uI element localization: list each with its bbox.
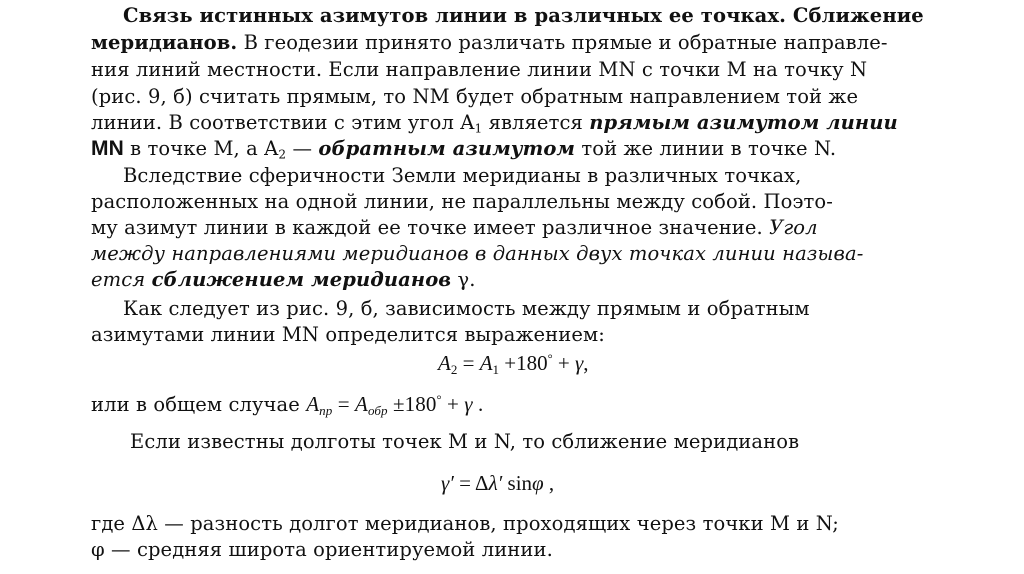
subscript: 1	[474, 121, 483, 136]
formula-direct-reverse-azimuth	[438, 350, 589, 376]
paragraph-text: (рис. 9, б) считать прямым, то NM будет обратным направлением той же	[91, 85, 859, 108]
text-line	[91, 323, 605, 347]
text-line	[91, 512, 839, 536]
paragraph-text: φ — средняя широта ориентируемой линии.	[91, 538, 553, 561]
formula-sub: пр	[319, 402, 333, 418]
formula-var: λ′	[488, 471, 503, 495]
formula-degree: °	[547, 351, 553, 366]
text-line	[123, 4, 924, 28]
paragraph-text: му азимут линии в каждой ее точке имеет различное значение.	[91, 216, 770, 239]
text-line	[91, 111, 898, 135]
paragraph-text: ния линий местности. Если направление линии MN с точки M на точку N	[91, 58, 868, 81]
formula-op: =	[332, 392, 356, 416]
formula-num: ±180	[387, 392, 437, 416]
subscript: 2	[278, 147, 287, 162]
formula-op: = Δ	[453, 471, 489, 495]
formula-func: sin	[502, 471, 533, 495]
formula-var: A	[355, 392, 368, 416]
formula-num: +180	[499, 351, 548, 375]
emphasis-term: прямым азимутом линии	[589, 111, 898, 134]
paragraph-text: линии. В соответствии с этим угол A	[91, 111, 475, 134]
formula-op: =	[457, 351, 480, 375]
formula-degree: °	[436, 392, 442, 407]
formula-sub: 2	[450, 361, 458, 377]
paragraph-text: —	[286, 137, 319, 160]
formula-sub: 1	[492, 361, 500, 377]
emphasis-term: сближением меридианов	[151, 268, 452, 291]
formula-var: A	[306, 392, 320, 416]
formula-var: φ	[532, 471, 544, 495]
text-line	[91, 242, 863, 266]
definition-text: ется	[91, 268, 152, 291]
formula-var: A	[438, 351, 451, 375]
formula-punct: .	[472, 392, 484, 416]
paragraph-text: или в общем случае	[91, 393, 307, 416]
formula-punct: ,	[543, 471, 555, 495]
text-line	[130, 430, 799, 454]
emphasis-term: обратным азимутом	[318, 137, 576, 160]
formula-op: +	[441, 392, 465, 416]
formula-var: γ	[464, 392, 473, 416]
text-line	[91, 391, 483, 417]
formula-general-case	[306, 392, 483, 416]
paragraph-text: азимутами линии MN определится выражением:	[91, 323, 605, 346]
text-line	[91, 85, 858, 109]
text-line	[123, 164, 801, 188]
formula-meridian-convergence	[441, 470, 554, 496]
paragraph-text: расположенных на одной линии, не параллельны между собой. Поэто-	[91, 190, 833, 213]
text-line	[91, 31, 888, 55]
text-line	[91, 58, 867, 82]
formula-punct: ,	[583, 351, 589, 375]
text-line	[123, 297, 810, 321]
formula-var: γ′	[441, 471, 454, 495]
paragraph-text: в точке M, а A	[123, 137, 279, 160]
paragraph-text: Как следует из рис. 9, б, зависимость между прямым и обратным	[123, 297, 810, 320]
definition-text: между направлениями меридианов в данных двух точках линии называ-	[91, 242, 864, 265]
paragraph-text: Вследствие сферичности Земли меридианы в различных точках,	[123, 164, 802, 187]
paragraph-text: той же линии в точке N.	[575, 137, 837, 160]
formula-sub: обр	[367, 402, 388, 418]
text-line	[91, 268, 476, 292]
section-title: Связь истинных азимутов линии в различных ее точках. Сближение	[123, 4, 924, 27]
paragraph-text: Если известны долготы точек M и N, то сближение меридианов	[130, 430, 800, 453]
text-line	[91, 216, 818, 240]
paragraph-text: является	[482, 111, 590, 134]
paragraph-text: В геодезии принято различать прямые и обратные направле-	[237, 31, 888, 54]
definition-text: Угол	[769, 216, 818, 239]
text-line	[91, 538, 553, 562]
text-line	[91, 190, 833, 214]
line-label: MN	[91, 137, 124, 160]
section-title-continued: меридианов.	[91, 31, 238, 54]
paragraph-text: γ.	[451, 268, 476, 291]
text-line	[91, 137, 836, 161]
formula-op: +	[552, 351, 576, 375]
paragraph-text: где Δλ — разность долгот меридианов, проходящих через точки M и N;	[91, 512, 839, 535]
formula-var: A	[479, 351, 493, 375]
formula-var: γ	[575, 351, 584, 375]
